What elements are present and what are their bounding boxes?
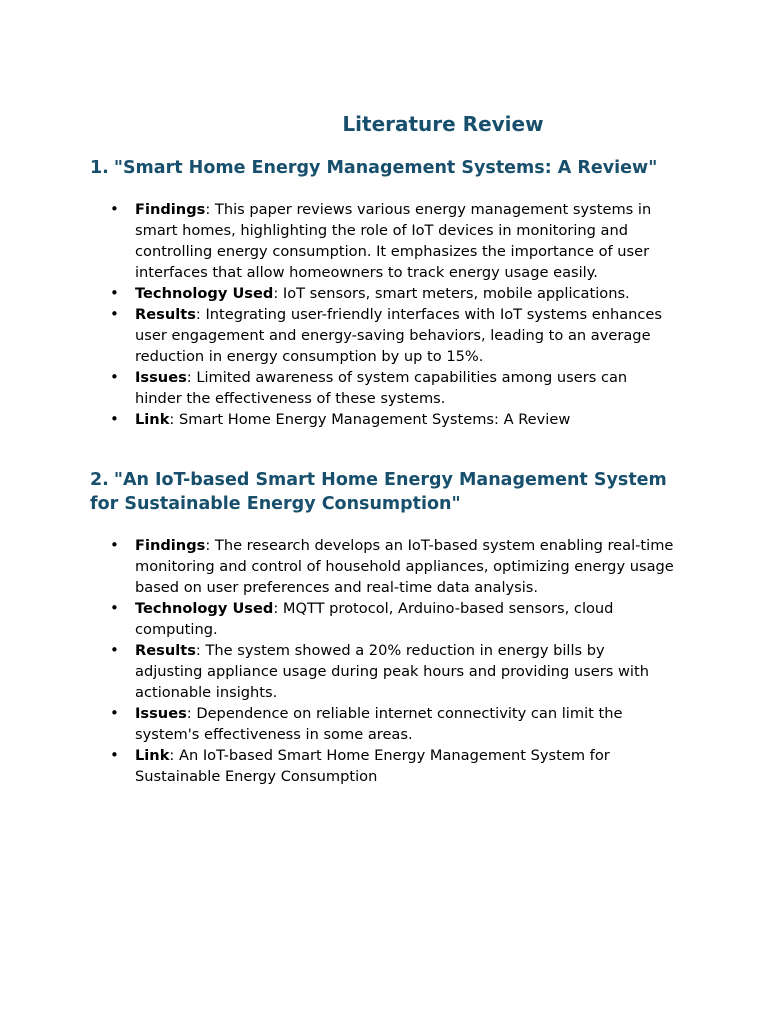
section-heading bbox=[90, 468, 690, 516]
bullet-icon: • bbox=[110, 704, 119, 722]
list-item-findings bbox=[90, 199, 675, 283]
section-number: 1. bbox=[90, 158, 109, 178]
bullet-icon: • bbox=[110, 368, 119, 386]
bullet-icon: • bbox=[110, 746, 119, 764]
list-item-technology bbox=[90, 598, 675, 640]
bullet-icon: • bbox=[110, 410, 119, 428]
list-item-technology bbox=[90, 283, 675, 304]
item-label: Issues bbox=[135, 369, 187, 386]
item-text: : Integrating user-friendly interfaces with IoT systems enhances user engagement and energy-saving behaviors, leading to an average reduction in energy consumption by up to 15%. bbox=[135, 306, 663, 365]
bullet-icon: • bbox=[110, 200, 119, 218]
item-text: : The system showed a 20% reduction in energy bills by adjusting appliance usage during peak hours and providing users with actionable insights. bbox=[135, 642, 649, 701]
list-item-results bbox=[90, 640, 675, 703]
section-item-list bbox=[90, 199, 690, 430]
list-item-results bbox=[90, 304, 675, 367]
item-text: : Smart Home Energy Management Systems: A Review bbox=[169, 411, 571, 428]
item-label: Link bbox=[135, 747, 170, 764]
item-text: : Limited awareness of system capabilities among users can hinder the effectiveness of these systems. bbox=[135, 369, 628, 407]
list-item-link bbox=[90, 745, 675, 787]
item-label: Results bbox=[135, 306, 196, 323]
review-section-1 bbox=[90, 156, 690, 430]
bullet-icon: • bbox=[110, 641, 119, 659]
section-heading bbox=[90, 156, 690, 180]
section-title: "Smart Home Energy Management Systems: A Review" bbox=[113, 158, 658, 178]
item-label: Issues bbox=[135, 705, 187, 722]
page-title: Literature Review bbox=[342, 112, 544, 136]
item-text: : MQTT protocol, Arduino-based sensors, cloud computing. bbox=[135, 600, 614, 638]
list-item-findings bbox=[90, 535, 675, 598]
item-text: : Dependence on reliable internet connectivity can limit the system's effectiveness in some areas. bbox=[135, 705, 623, 743]
item-label: Link bbox=[135, 411, 170, 428]
list-item-issues bbox=[90, 703, 675, 745]
bullet-icon: • bbox=[110, 305, 119, 323]
bullet-icon: • bbox=[110, 536, 119, 554]
bullet-icon: • bbox=[110, 599, 119, 617]
section-number: 2. bbox=[90, 470, 109, 490]
item-label: Technology Used bbox=[135, 600, 274, 617]
section-title: "An IoT-based Smart Home Energy Management System for Sustainable Energy Consumption" bbox=[90, 470, 667, 514]
item-label: Technology Used bbox=[135, 285, 274, 302]
list-item-issues bbox=[90, 367, 675, 409]
item-label: Findings bbox=[135, 201, 206, 218]
item-text: : IoT sensors, smart meters, mobile applications. bbox=[273, 285, 630, 302]
item-text: : The research develops an IoT-based system enabling real-time monitoring and control of household appliances, optimizing energy usage based on user preferences and real-time data analysis. bbox=[135, 537, 674, 596]
item-label: Results bbox=[135, 642, 196, 659]
review-section-2 bbox=[90, 468, 690, 787]
item-label: Findings bbox=[135, 537, 206, 554]
list-item-link bbox=[90, 409, 675, 430]
bullet-icon: • bbox=[110, 284, 119, 302]
item-text: : An IoT-based Smart Home Energy Management System for Sustainable Energy Consumption bbox=[135, 747, 610, 785]
item-text: : This paper reviews various energy management systems in smart homes, highlighting the role of IoT devices in monitoring and controlling energy consumption. It emphasizes the importance of user interfaces that allow homeowners to track energy usage easily. bbox=[135, 201, 652, 281]
section-item-list bbox=[90, 535, 690, 787]
